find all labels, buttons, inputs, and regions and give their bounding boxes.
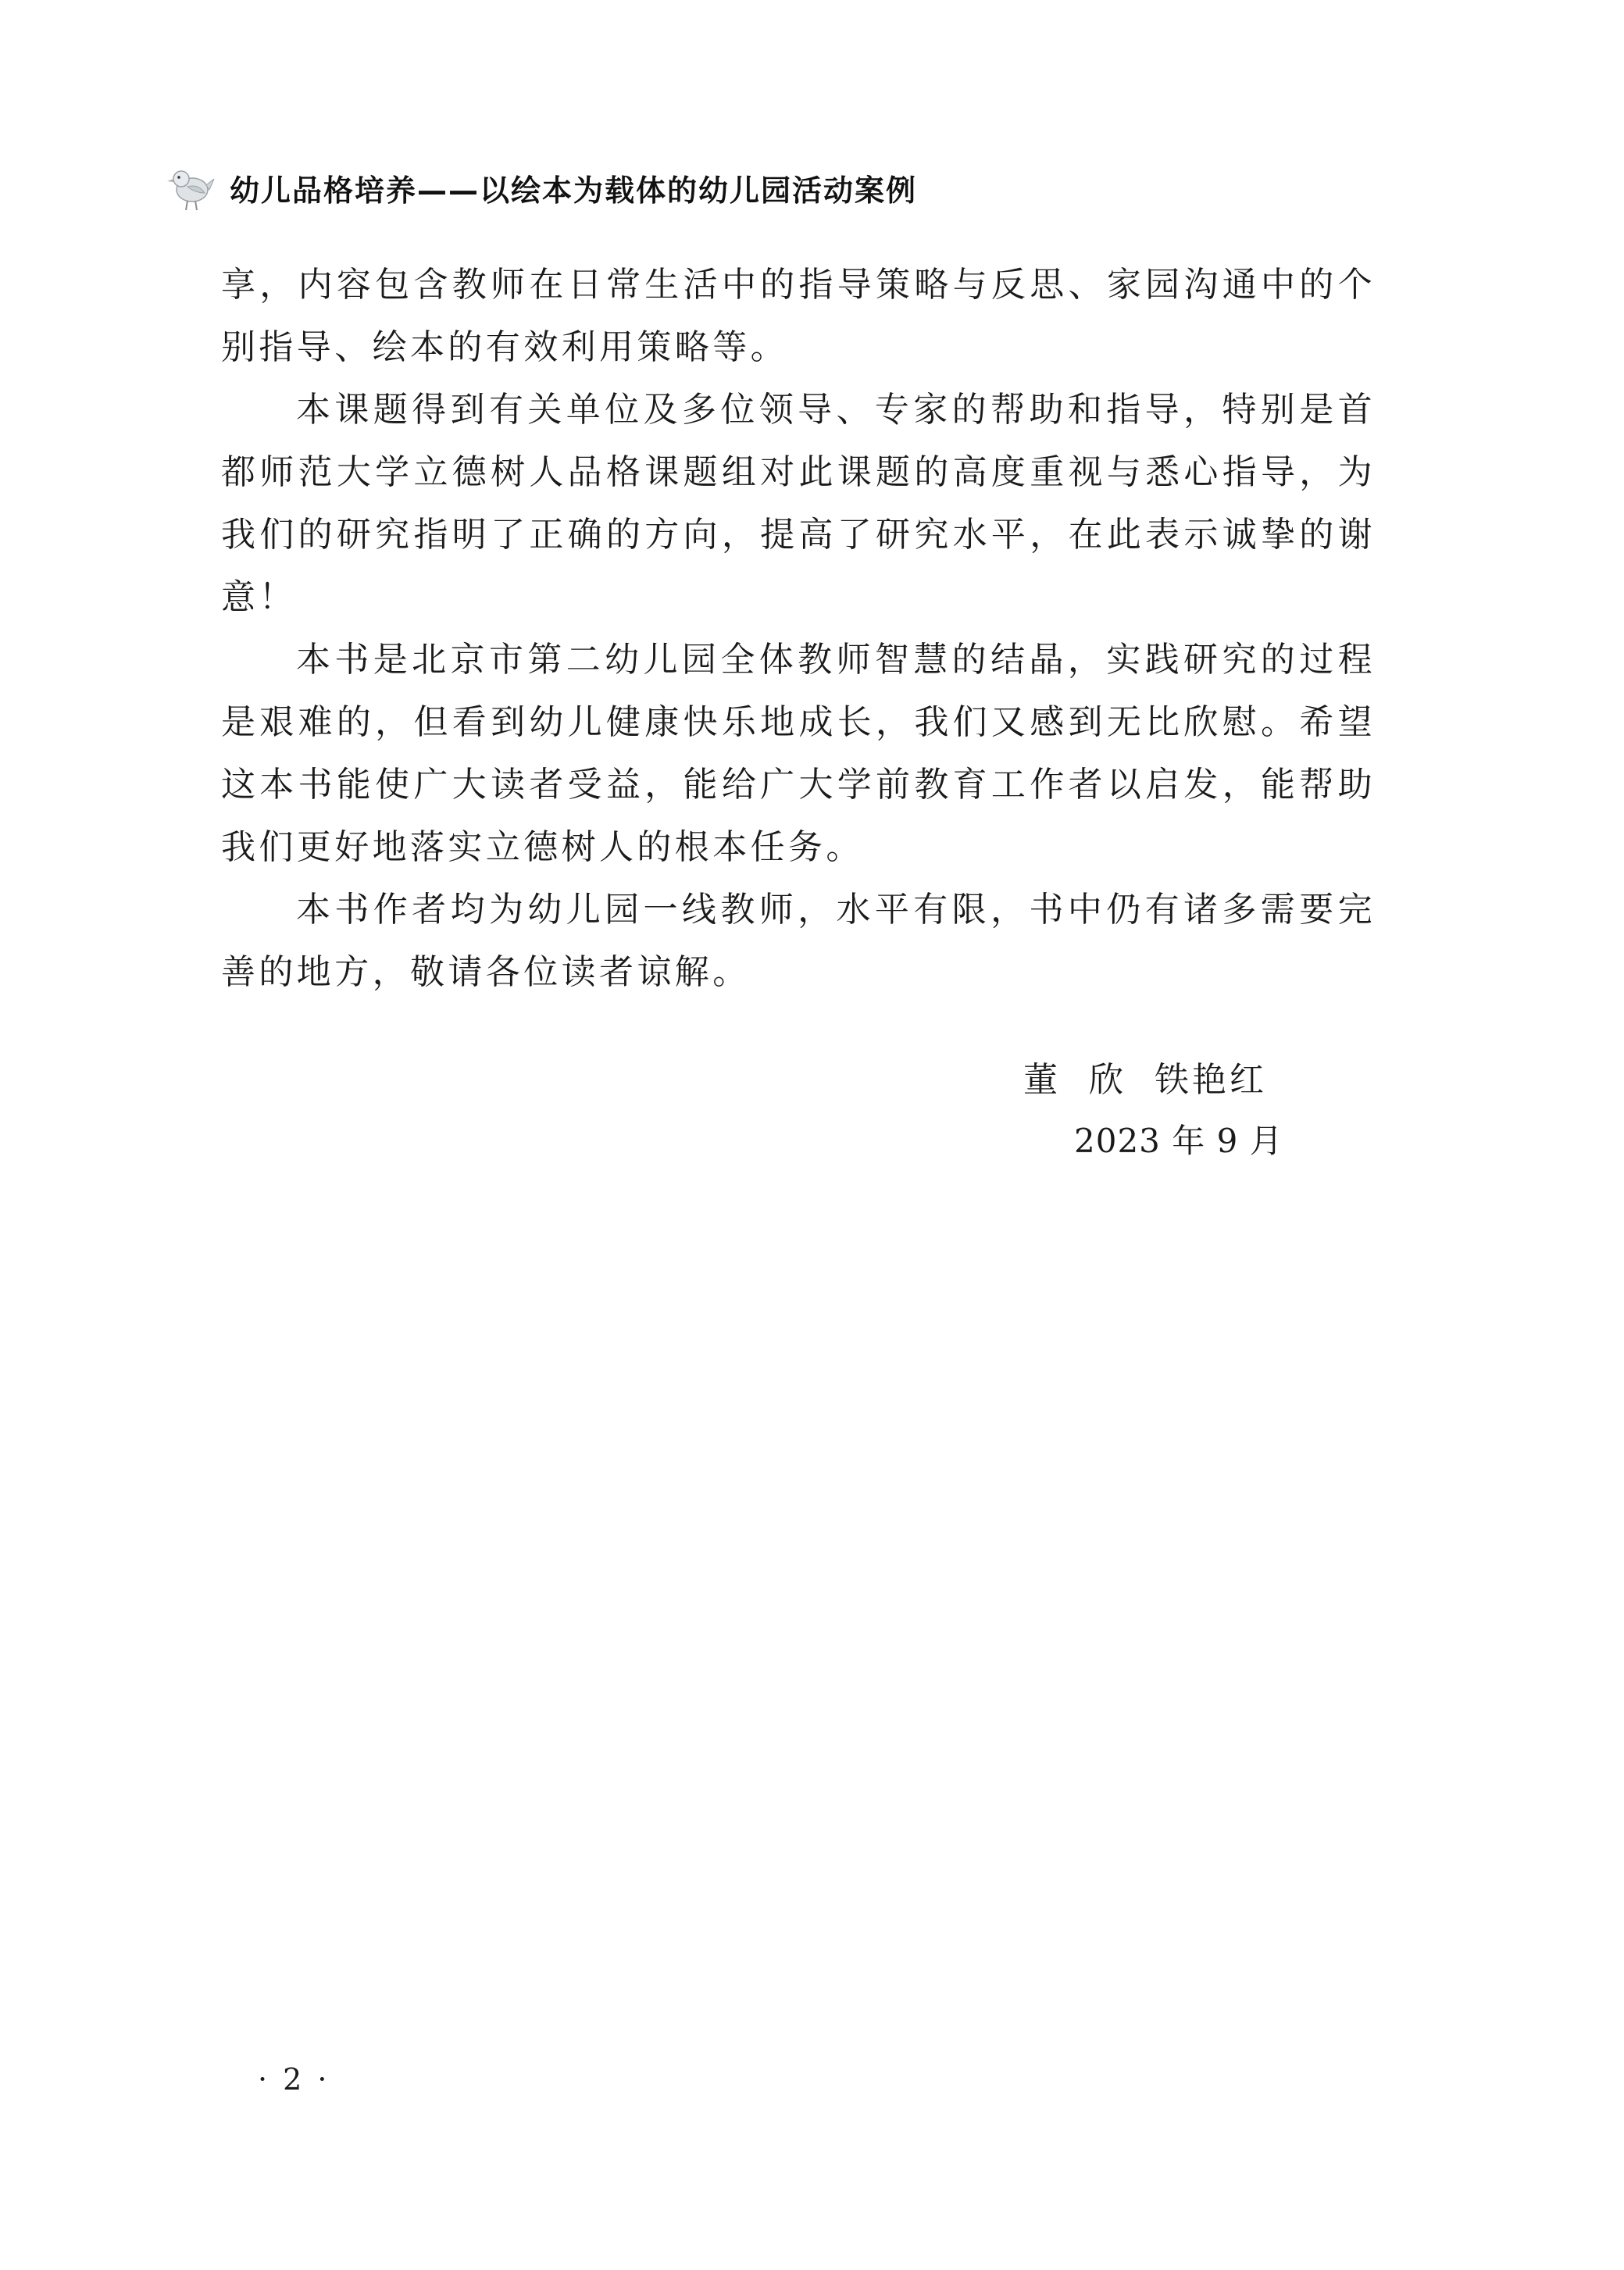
running-header-title: 幼儿品格培养——以绘本为载体的幼儿园活动案例 xyxy=(230,173,918,208)
running-header xyxy=(164,156,917,219)
paragraph-apology: 本书作者均为幼儿园一线教师，水平有限，书中仍有诸多需要完善的地方，敬请各位读者谅解。 xyxy=(221,890,1376,992)
paragraph-acknowledgement: 本课题得到有关单位及多位领导、专家的帮助和指导，特别是首都师范大学立德树人品格课题组对此课题的高度重视与悉心指导，为我们的研究指明了正确的方向，提高了研究水平，在此表示诚挚的谢意！ xyxy=(221,390,1376,617)
bird-icon xyxy=(164,162,216,213)
body-text xyxy=(221,254,1376,1004)
signature-date: 2023 年 9 月 xyxy=(1074,1122,1283,1160)
page-number: · 2 · xyxy=(258,2062,330,2097)
author-signature: 董 欣 铁艳红 xyxy=(1023,1060,1267,1100)
paragraph-continued: 享，内容包含教师在日常生活中的指导策略与反思、家园沟通中的个别指导、绘本的有效利用策略等。 xyxy=(221,265,1376,367)
paragraph-book-summary: 本书是北京市第二幼儿园全体教师智慧的结晶，实践研究的过程是艰难的，但看到幼儿健康快乐地成长，我们又感到无比欣慰。希望这本书能使广大读者受益，能给广大学前教育工作者以启发，能帮助我们更好地落实立德树人的根本任务。 xyxy=(221,640,1376,867)
